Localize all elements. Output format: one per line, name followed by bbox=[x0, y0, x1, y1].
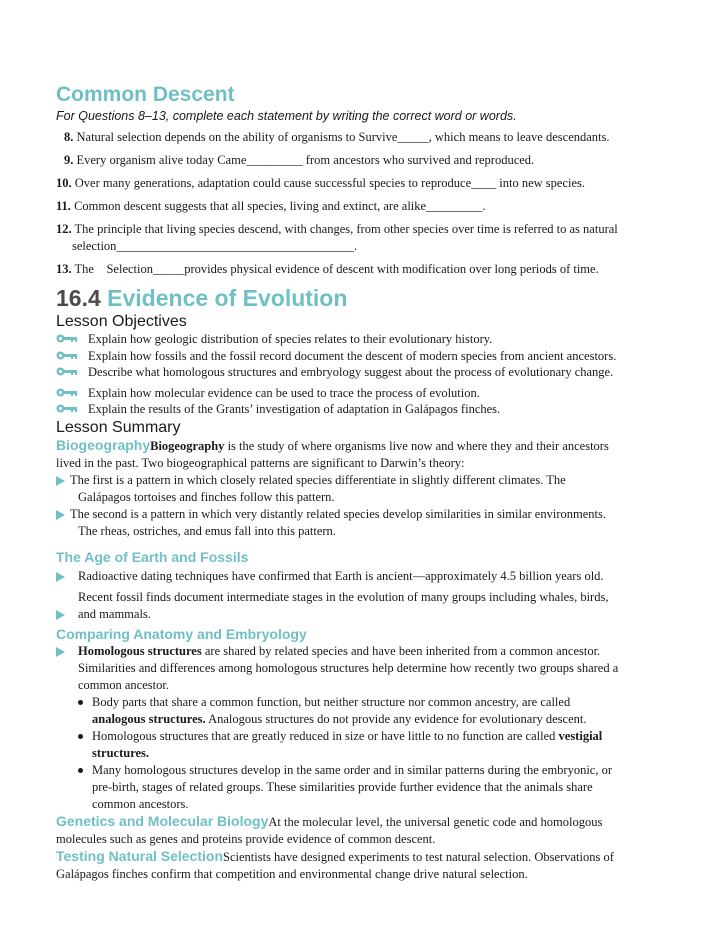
question-text: Common descent suggests that all species, living and extinct, are bbox=[74, 199, 402, 213]
anatomy-item bbox=[56, 643, 706, 694]
objective-item bbox=[56, 385, 706, 402]
question-text-end: into new species. bbox=[496, 176, 586, 190]
answer-field[interactable]: alike_________ bbox=[401, 199, 483, 213]
testing-heading: Testing Natural Selection bbox=[56, 847, 223, 864]
lesson-summary-title: Lesson Summary bbox=[56, 418, 181, 436]
section-title bbox=[56, 284, 706, 312]
anatomy-bullet bbox=[56, 762, 706, 813]
item-text: Recent fossil finds document intermediate stages in the evolution of many groups including whales, birds, bbox=[78, 589, 609, 604]
bullet-text-3: common ancestors. bbox=[92, 796, 189, 811]
bullet-text-2: Analogous structures do not provide any evidence for evolutionary descent. bbox=[205, 711, 587, 726]
answer-field[interactable]: natural selection______________________________________ bbox=[72, 222, 618, 253]
objective-item bbox=[56, 331, 706, 348]
question-text: Natural selection depends on the ability of organisms to bbox=[76, 130, 359, 144]
bullet-dot-icon bbox=[78, 768, 83, 773]
biogeography-paragraph bbox=[56, 437, 706, 472]
question-text: The bbox=[74, 262, 107, 276]
item-text-2: The rheas, ostriches, and emus fall into this pattern. bbox=[78, 523, 336, 538]
question-number: 9. bbox=[64, 153, 74, 167]
fossils-item-2 bbox=[56, 589, 706, 623]
genetics-text-2: molecules such as genes and proteins provide evidence of common descent. bbox=[56, 831, 436, 846]
biogeography-text: is the study of where organisms live now and where they and their ancestors bbox=[224, 438, 609, 453]
triangle-bullet-icon bbox=[56, 647, 65, 657]
question-9[interactable] bbox=[56, 152, 706, 169]
testing-paragraph bbox=[56, 848, 706, 883]
common-descent-title: Common Descent bbox=[56, 83, 235, 106]
fossils-heading: The Age of Earth and Fossils bbox=[56, 548, 249, 565]
objective-text: Explain how geologic distribution of species relates to their evolutionary history. bbox=[88, 332, 493, 346]
question-8[interactable] bbox=[56, 129, 706, 146]
genetics-paragraph bbox=[56, 813, 706, 848]
item-text-3: common ancestor. bbox=[78, 677, 169, 692]
worksheet-page bbox=[56, 82, 706, 883]
question-number: 13. bbox=[56, 262, 72, 276]
anatomy-bullet bbox=[56, 694, 706, 728]
biogeography-text-2: lived in the past. Two biogeographical patterns are significant to Darwin’s theory: bbox=[56, 455, 465, 470]
triangle-bullet-icon bbox=[56, 510, 65, 520]
triangle-bullet-icon bbox=[56, 572, 65, 582]
biogeography-term: Biogeography bbox=[150, 438, 225, 453]
key-bullet-icon bbox=[56, 404, 78, 413]
anatomy-bullet bbox=[56, 728, 706, 762]
key-bullet-icon bbox=[56, 367, 78, 376]
question-10[interactable] bbox=[56, 175, 706, 192]
question-text: Over many generations, adaptation could cause successful species to bbox=[74, 176, 422, 190]
question-text: The principle that living species descend, with changes, from other species over time is referred to as bbox=[74, 222, 584, 236]
biogeography-item bbox=[56, 506, 706, 540]
question-text-end: provides physical evidence of descent with modification over long periods of time. bbox=[184, 262, 599, 276]
objective-text: Describe what homologous structures and embryology suggest about the process of evolutionary change. bbox=[88, 365, 614, 379]
answer-field[interactable]: Came_________ bbox=[217, 153, 303, 167]
objective-text: Explain the results of the Grants’ investigation of adaptation in Galápagos finches. bbox=[88, 402, 501, 416]
structures-term: structures. bbox=[92, 745, 150, 760]
question-text: Every organism alive today bbox=[76, 153, 218, 167]
testing-text: Scientists have designed experiments to test natural selection. Observations of bbox=[223, 849, 614, 864]
key-bullet-icon bbox=[56, 388, 78, 397]
bullet-text: Many homologous structures develop in the same order and in similar patterns during the embryonic, or bbox=[92, 762, 613, 777]
triangle-bullet-icon bbox=[56, 610, 65, 620]
testing-text-2: Galápagos finches confirm that competition and environmental change drive natural selection. bbox=[56, 866, 528, 881]
item-text-2: and mammals. bbox=[78, 606, 151, 621]
item-text: The second is a pattern in which very distantly related species develop similarities in similar environments. bbox=[70, 506, 606, 521]
bullet-text-2: pre-birth, stages of related groups. These similarities provide further evidence that the animals share bbox=[92, 779, 593, 794]
key-bullet-icon bbox=[56, 334, 78, 343]
question-text-end: . bbox=[482, 199, 486, 213]
genetics-heading: Genetics and Molecular Biology bbox=[56, 812, 269, 829]
question-13[interactable] bbox=[56, 261, 706, 278]
answer-field[interactable]: reproduce____ bbox=[421, 176, 497, 190]
analogous-term: analogous structures. bbox=[92, 711, 206, 726]
item-text-2: Galápagos tortoises and finches follow this pattern. bbox=[78, 489, 335, 504]
question-text-end: from ancestors who survived and reproduced. bbox=[302, 153, 535, 167]
genetics-text: At the molecular level, the universal genetic code and homologous bbox=[268, 814, 603, 829]
item-text: are shared by related species and have been inherited from a common ancestor. bbox=[201, 643, 601, 658]
answer-field[interactable]: Selection_____ bbox=[106, 262, 185, 276]
objective-item bbox=[56, 364, 706, 381]
objective-text: Explain how fossils and the fossil record document the descent of modern species from ancient ancestors. bbox=[88, 348, 617, 363]
homologous-term: Homologous structures bbox=[78, 643, 202, 658]
instructions: For Questions 8–13, complete each statement by writing the correct word or words. bbox=[56, 109, 517, 123]
answer-field[interactable]: Survive_____ bbox=[358, 130, 429, 144]
bullet-text: Body parts that share a common function, but neither structure nor common ancestry, are called bbox=[92, 694, 571, 709]
vestigial-term: vestigial bbox=[558, 728, 603, 743]
question-text-end: , which means to leave descendants. bbox=[428, 130, 610, 144]
section-number: 16.4 bbox=[56, 285, 101, 311]
bullet-dot-icon bbox=[78, 700, 83, 705]
objective-text: Explain how molecular evidence can be used to trace the process of evolution. bbox=[88, 385, 480, 400]
triangle-bullet-icon bbox=[56, 476, 65, 486]
question-11[interactable] bbox=[56, 198, 706, 215]
item-text: The first is a pattern in which closely related species differentiate in slightly different climates. The bbox=[70, 472, 566, 487]
anatomy-heading: Comparing Anatomy and Embryology bbox=[56, 625, 307, 642]
section-name: Evidence of Evolution bbox=[107, 285, 348, 311]
lesson-objectives-title: Lesson Objectives bbox=[56, 313, 187, 330]
item-text-2: Similarities and differences among homologous structures help determine how recently two groups shared a bbox=[78, 660, 619, 675]
question-number: 8. bbox=[64, 130, 74, 144]
question-12[interactable] bbox=[56, 221, 706, 255]
biogeography-heading: Biogeography bbox=[56, 436, 151, 453]
question-number: 12. bbox=[56, 222, 72, 236]
bullet-text: Homologous structures that are greatly reduced in size or have little to no function are called bbox=[92, 728, 559, 743]
question-text-end: . bbox=[353, 239, 358, 253]
bullet-dot-icon bbox=[78, 734, 83, 739]
question-number: 10. bbox=[56, 176, 72, 190]
objective-item bbox=[56, 348, 706, 365]
question-number: 11. bbox=[56, 199, 71, 213]
item-text: Radioactive dating techniques have confirmed that Earth is ancient—approximately 4.5 billion years old. bbox=[78, 568, 604, 583]
fossils-item bbox=[56, 568, 706, 585]
key-bullet-icon bbox=[56, 351, 78, 360]
biogeography-item bbox=[56, 472, 706, 506]
objective-item bbox=[56, 401, 706, 418]
